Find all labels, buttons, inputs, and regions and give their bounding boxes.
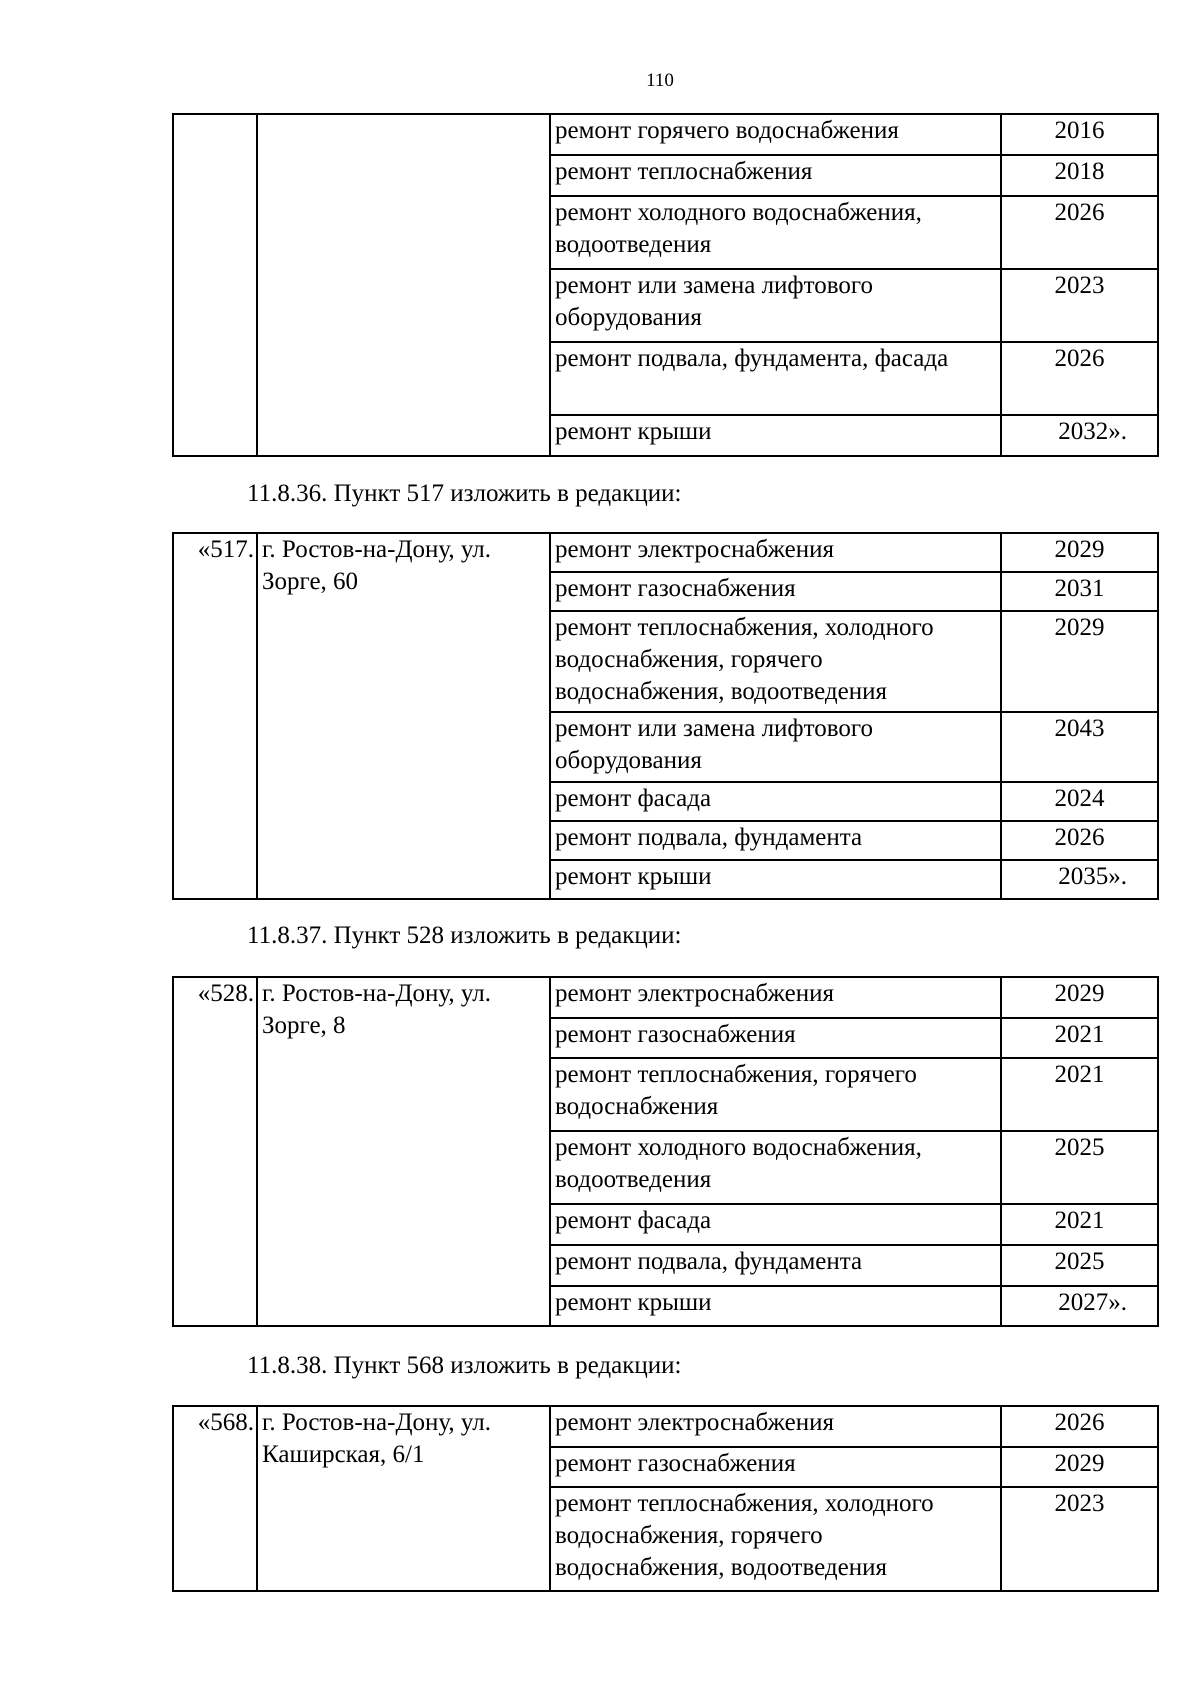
item-number-cell: «568. — [173, 1406, 257, 1591]
year-cell: 2021 — [1001, 1204, 1158, 1245]
table-row — [173, 977, 1158, 1018]
work-cell: ремонт газоснабжения — [550, 572, 1001, 611]
work-cell: ремонт электроснабжения — [550, 533, 1001, 572]
year-cell: 2021 — [1001, 1018, 1158, 1058]
work-cell: ремонт газоснабжения — [550, 1447, 1001, 1487]
table-row — [173, 1406, 1158, 1447]
year-cell: 2029 — [1001, 533, 1158, 572]
year-cell: 2025 — [1001, 1245, 1158, 1286]
section-heading: 11.8.36. Пункт 517 изложить в редакции: — [247, 480, 682, 507]
work-cell: ремонт теплоснабжения, холодного водоснабжения, горячего водоснабжения, водоотведения — [550, 611, 1001, 712]
repair-schedule-table-517 — [172, 532, 1159, 900]
page-number: 110 — [646, 70, 674, 91]
address-cell: г. Ростов-на-Дону, ул. Зорге, 8 — [257, 977, 550, 1326]
work-cell: ремонт крыши — [550, 415, 1001, 456]
work-cell: ремонт теплоснабжения, горячего водоснабжения — [550, 1058, 1001, 1131]
work-cell: ремонт электроснабжения — [550, 977, 1001, 1018]
year-cell: 2026 — [1001, 342, 1158, 415]
year-cell: 2026 — [1001, 196, 1158, 269]
year-cell: 2024 — [1001, 782, 1158, 821]
work-cell: ремонт теплоснабжения, холодного водоснабжения, горячего водоснабжения, водоотведения — [550, 1487, 1001, 1591]
work-cell: ремонт крыши — [550, 860, 1001, 899]
work-cell: ремонт холодного водоснабжения, водоотведения — [550, 1131, 1001, 1204]
work-cell: ремонт электроснабжения — [550, 1406, 1001, 1447]
work-cell: ремонт фасада — [550, 782, 1001, 821]
work-cell: ремонт теплоснабжения — [550, 155, 1001, 196]
address-cell: г. Ростов-на-Дону, ул. Каширская, 6/1 — [257, 1406, 550, 1591]
year-cell: 2031 — [1001, 572, 1158, 611]
year-cell: 2043 — [1001, 712, 1158, 782]
year-cell: 2027». — [1001, 1286, 1158, 1326]
work-cell: ремонт фасада — [550, 1204, 1001, 1245]
work-cell: ремонт подвала, фундамента, фасада — [550, 342, 1001, 415]
year-cell: 2023 — [1001, 269, 1158, 342]
year-cell: 2035». — [1001, 860, 1158, 899]
year-cell: 2026 — [1001, 821, 1158, 860]
section-heading: 11.8.38. Пункт 568 изложить в редакции: — [247, 1352, 682, 1379]
repair-schedule-table-528 — [172, 976, 1159, 1327]
work-cell: ремонт подвала, фундамента — [550, 821, 1001, 860]
section-heading: 11.8.37. Пункт 528 изложить в редакции: — [247, 922, 682, 949]
year-cell: 2026 — [1001, 1406, 1158, 1447]
address-cell: г. Ростов-на-Дону, ул. Зорге, 60 — [257, 533, 550, 899]
work-cell: ремонт или замена лифтового оборудования — [550, 712, 1001, 782]
work-cell: ремонт подвала, фундамента — [550, 1245, 1001, 1286]
year-cell: 2029 — [1001, 1447, 1158, 1487]
address-cell — [257, 114, 550, 456]
year-cell: 2018 — [1001, 155, 1158, 196]
year-cell: 2016 — [1001, 114, 1158, 155]
work-cell: ремонт холодного водоснабжения, водоотведения — [550, 196, 1001, 269]
item-number-cell: «528. — [173, 977, 257, 1326]
year-cell: 2021 — [1001, 1058, 1158, 1131]
year-cell: 2032». — [1001, 415, 1158, 456]
table-row — [173, 533, 1158, 572]
year-cell: 2025 — [1001, 1131, 1158, 1204]
work-cell: ремонт горячего водоснабжения — [550, 114, 1001, 155]
repair-schedule-table-continued — [172, 113, 1159, 457]
work-cell: ремонт газоснабжения — [550, 1018, 1001, 1058]
work-cell: ремонт крыши — [550, 1286, 1001, 1326]
year-cell: 2023 — [1001, 1487, 1158, 1591]
year-cell: 2029 — [1001, 611, 1158, 712]
work-cell: ремонт или замена лифтового оборудования — [550, 269, 1001, 342]
item-number-cell: «517. — [173, 533, 257, 899]
repair-schedule-table-568 — [172, 1405, 1159, 1592]
item-number-cell — [173, 114, 257, 456]
year-cell: 2029 — [1001, 977, 1158, 1018]
table-row — [173, 114, 1158, 155]
